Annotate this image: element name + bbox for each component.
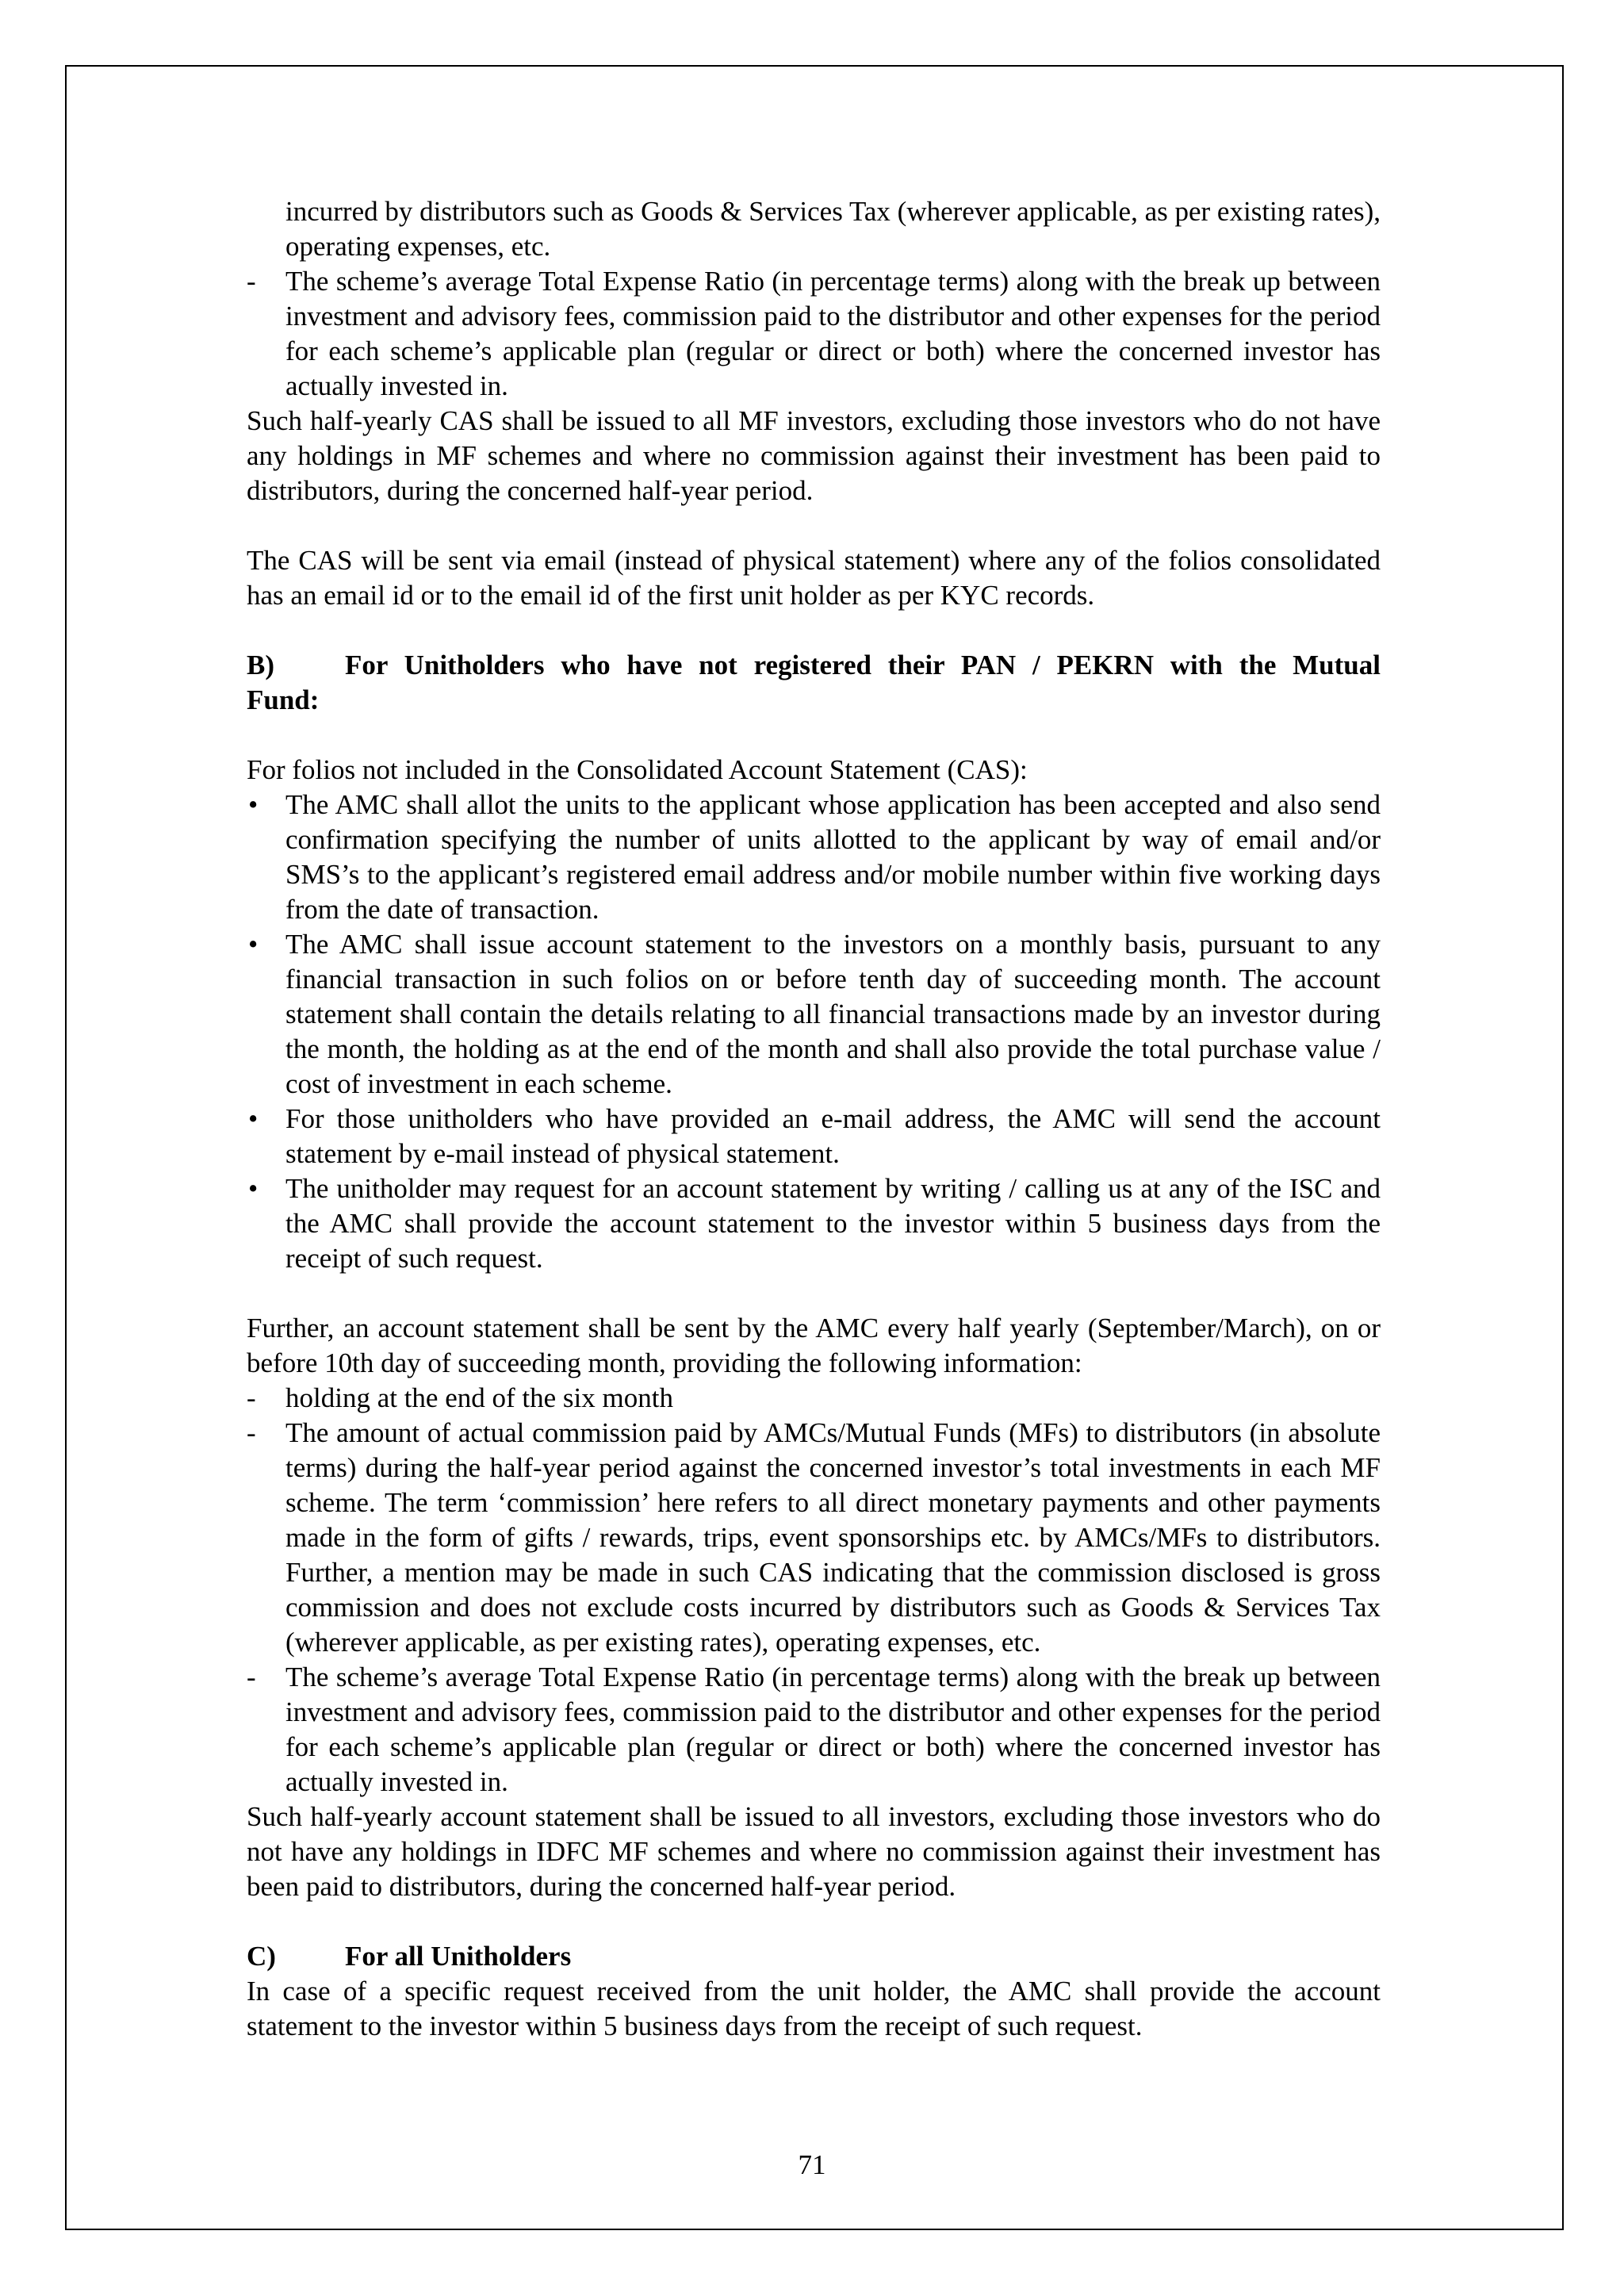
page-number: 71 — [798, 2149, 826, 2180]
dash-text: The scheme’s average Total Expense Ratio (in percentage terms) along with the break up between investment and advisory fees, commission paid to the distributor and other expenses for the period for each scheme’s applicable plan (regular or direct or both) where the concerned investor has actually invested in. — [285, 1662, 1381, 1797]
bullet-item — [247, 1102, 1381, 1171]
paragraph-cas-issue: Such half-yearly CAS shall be issued to all MF investors, excluding those investors who do not have any holdings in MF schemes and where no commission against their investment has been paid to distributors, during the concerned half-year period. — [247, 405, 1381, 506]
half-yearly-closing: Such half-yearly account statement shall be issued to all investors, excluding those investors who do not have any holdings in IDFC MF schemes and where no commission against their investment has been paid to distributors, during the concerned half-year period. — [247, 1801, 1381, 1902]
bullet-item — [247, 788, 1381, 927]
dash-marker: - — [247, 1417, 256, 1448]
list-item-text: The scheme’s average Total Expense Ratio (in percentage terms) along with the break up between investment and advisory fees, commission paid to the distributor and other expenses for the period for each scheme’s applicable plan (regular or direct or both) where the concerned investor has actually invested in. — [285, 266, 1381, 401]
dash-marker: - — [247, 266, 256, 297]
section-b-intro: For folios not included in the Consolidated Account Statement (CAS): — [247, 754, 1028, 785]
bullet-marker: • — [248, 789, 259, 820]
dash-item — [247, 1660, 1381, 1800]
bullet-marker: • — [248, 929, 259, 960]
half-yearly-intro: Further, an account statement shall be sent by the AMC every half yearly (September/March), on or before 10th day of succeeding month, providing the following information: — [247, 1313, 1381, 1378]
spacer — [247, 508, 1381, 543]
dash-text: holding at the end of the six month — [285, 1382, 673, 1413]
bullet-item — [247, 927, 1381, 1102]
dash-marker: - — [247, 1382, 256, 1413]
bullet-item — [247, 1171, 1381, 1276]
dash-text: The amount of actual commission paid by AMCs/Mutual Funds (MFs) to distributors (in absolute terms) during the half-year period against the concerned investor’s total investments in each MF scheme. The term ‘commission’ here refers to all direct monetary payments and other payments made in the form of gifts / rewards, trips, event sponsorships etc. by AMCs/MFs to distributors. Further, a mention may be made in such CAS indicating that the commission disclosed is gross commission and does not exclude costs incurred by distributors such as Goods & Services Tax (wherever applicable, as per existing rates), operating expenses, etc. — [285, 1417, 1381, 1658]
bullet-marker: • — [248, 1173, 259, 1204]
bullet-text: For those unitholders who have provided an e-mail address, the AMC will send the account statement by e-mail instead of physical statement. — [285, 1103, 1381, 1169]
section-c-body: In case of a specific request received from the unit holder, the AMC shall provide the account statement to the investor within 5 business days from the receipt of such request. — [247, 1976, 1381, 2041]
bullet-text: The AMC shall issue account statement to the investors on a monthly basis, pursuant to any financial transaction in such folios on or before tenth day of succeeding month. The account statement shall contain the details relating to all financial transactions made by an investor during the month, the holding as at the end of the month and shall also provide the total purchase value / cost of investment in each scheme. — [285, 929, 1381, 1099]
dash-item — [247, 1416, 1381, 1660]
document-body — [247, 194, 1381, 2044]
bullet-text: The unitholder may request for an account statement by writing / calling us at any of the ISC and the AMC shall provide the account statement to the investor within 5 business days from the receipt of such request. — [285, 1173, 1381, 1274]
bullet-text: The AMC shall allot the units to the applicant whose application has been accepted and also send confirmation specifying the number of units allotted to the applicant by way of email and/or SMS’s to the applicant’s registered email address and/or mobile number within five working days from the date of transaction. — [285, 789, 1381, 925]
list-item-ter — [247, 264, 1381, 404]
section-c-label: C) — [247, 1941, 276, 1972]
spacer — [247, 613, 1381, 648]
section-c-heading — [247, 1939, 1381, 1974]
dash-item — [247, 1381, 1381, 1416]
dash-marker: - — [247, 1662, 256, 1692]
spacer — [247, 718, 1381, 753]
bullet-marker: • — [248, 1103, 259, 1134]
section-b-heading — [247, 648, 1381, 683]
spacer — [247, 1276, 1381, 1311]
section-c-title: For all Unitholders — [345, 1941, 572, 1972]
section-b-title-line1: For Unitholders who have not registered their PAN / PEKRN with the Mutual — [345, 650, 1381, 680]
continued-list-item: incurred by distributors such as Goods & Services Tax (wherever applicable, as per existing rates), operating expenses, etc. — [285, 196, 1381, 262]
section-b-title-line2: Fund: — [247, 684, 320, 715]
section-b-label: B) — [247, 650, 274, 680]
paragraph-cas-email: The CAS will be sent via email (instead of physical statement) where any of the folios consolidated has an email id or to the email id of the first unit holder as per KYC records. — [247, 545, 1381, 611]
spacer — [247, 1904, 1381, 1939]
